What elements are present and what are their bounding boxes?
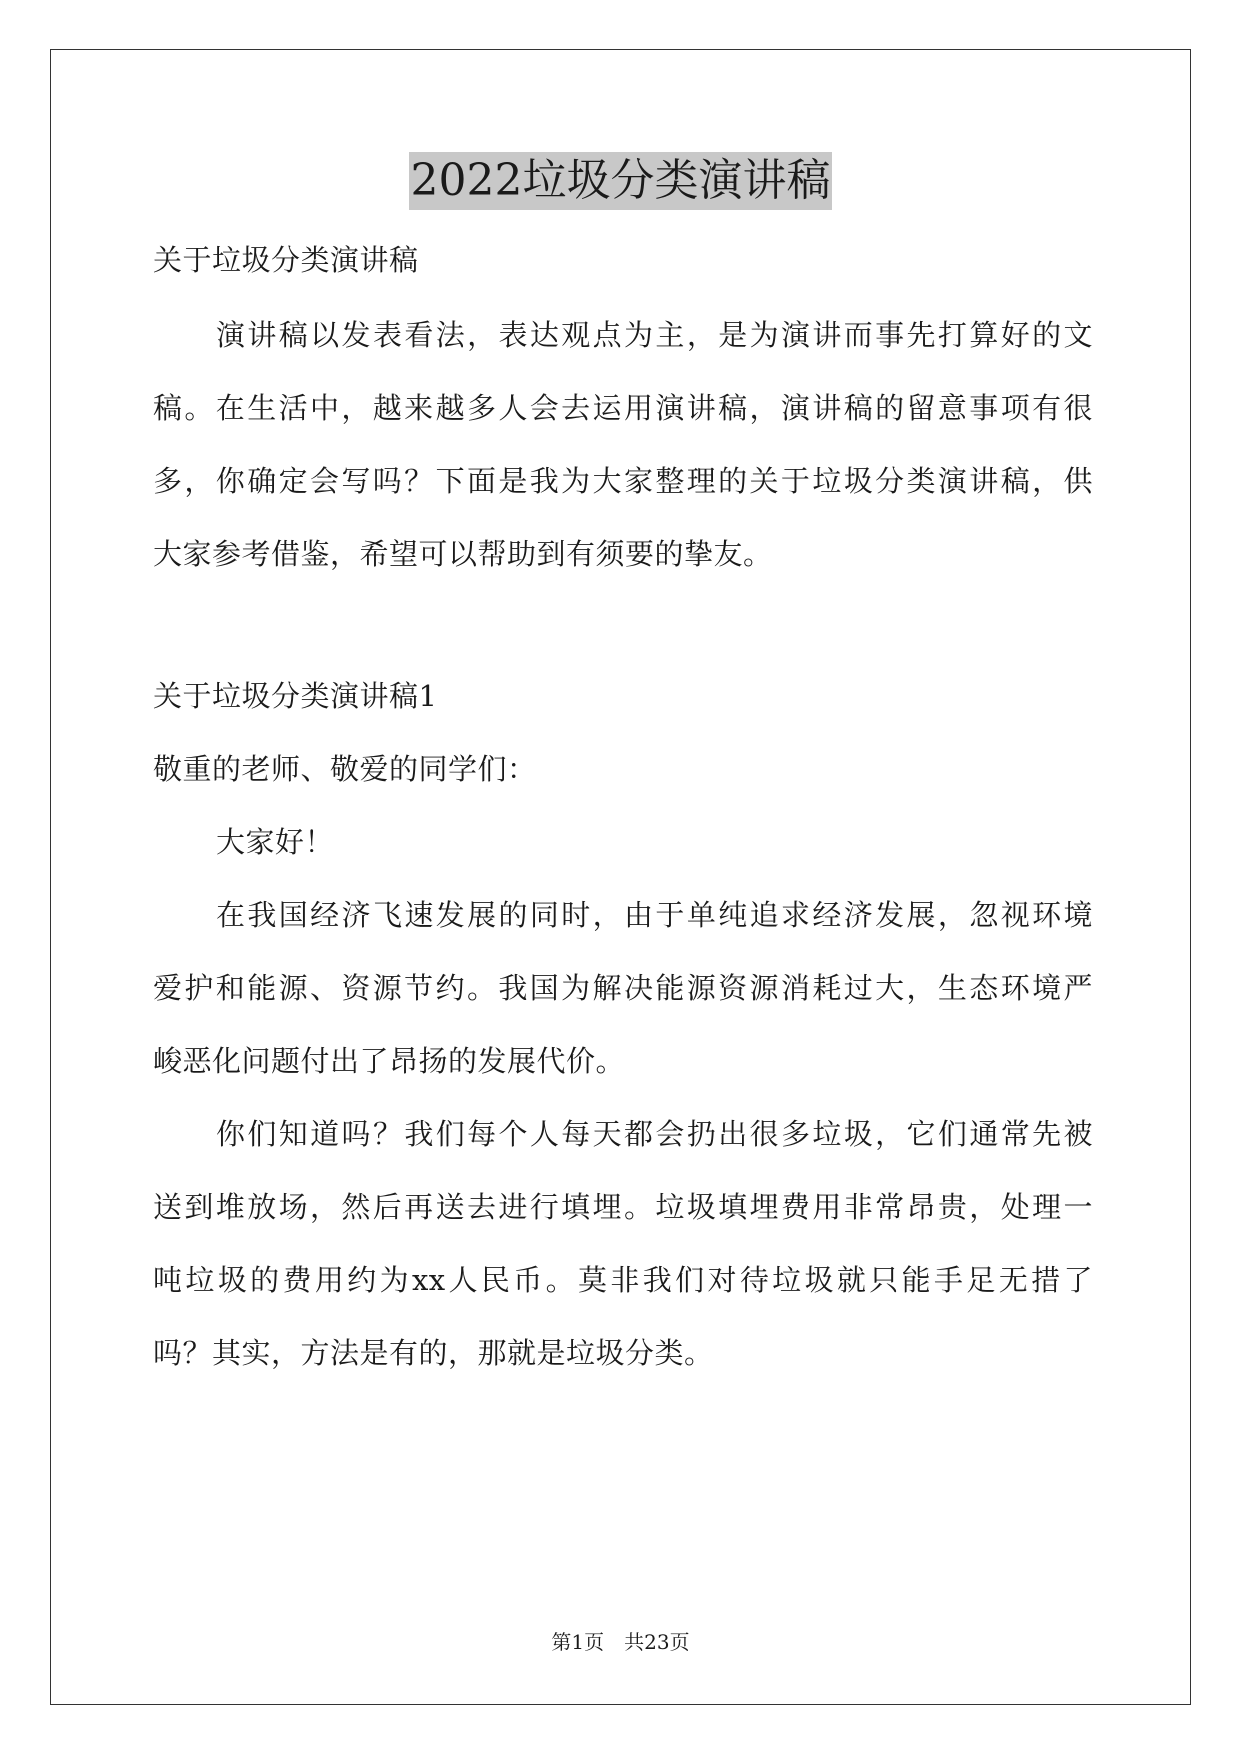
paragraph2-line-4: 吗？其实，方法是有的，那就是垃圾分类。 — [153, 1336, 714, 1370]
subtitle: 关于垃圾分类演讲稿 — [153, 243, 419, 277]
paragraph1-line-2: 爱护和能源、资源节约。我国为解决能源资源消耗过大，生态环境严 — [153, 971, 1093, 1005]
title-container — [0, 152, 1241, 210]
paragraph1-line-1: 在我国经济飞速发展的同时，由于单纯追求经济发展，忽视环境 — [216, 898, 1093, 932]
salutation: 敬重的老师、敬爱的同学们： — [153, 752, 537, 786]
paragraph2-line-2: 送到堆放场，然后再送去进行填埋。垃圾填埋费用非常昂贵，处理一 — [153, 1190, 1093, 1224]
page-border — [50, 49, 1191, 1705]
page-number-footer: 第1页 共23页 — [551, 1630, 690, 1654]
intro-line-3: 多，你确定会写吗？下面是我为大家整理的关于垃圾分类演讲稿，供 — [153, 464, 1093, 498]
intro-line-4: 大家参考借鉴，希望可以帮助到有须要的挚友。 — [153, 537, 773, 571]
paragraph2-line-1: 你们知道吗？我们每个人每天都会扔出很多垃圾，它们通常先被 — [216, 1117, 1093, 1151]
document-title: 2022垃圾分类演讲稿 — [409, 152, 833, 210]
paragraph2-line-3: 吨垃圾的费用约为xx人民币。莫非我们对待垃圾就只能手足无措了 — [153, 1263, 1093, 1297]
paragraph1-line-3: 峻恶化问题付出了昂扬的发展代价。 — [153, 1044, 626, 1078]
intro-line-1: 演讲稿以发表看法，表达观点为主，是为演讲而事先打算好的文 — [216, 318, 1093, 352]
intro-line-2: 稿。在生活中，越来越多人会去运用演讲稿，演讲稿的留意事项有很 — [153, 391, 1093, 425]
section-heading: 关于垃圾分类演讲稿1 — [153, 679, 438, 713]
greeting: 大家好！ — [216, 825, 335, 859]
